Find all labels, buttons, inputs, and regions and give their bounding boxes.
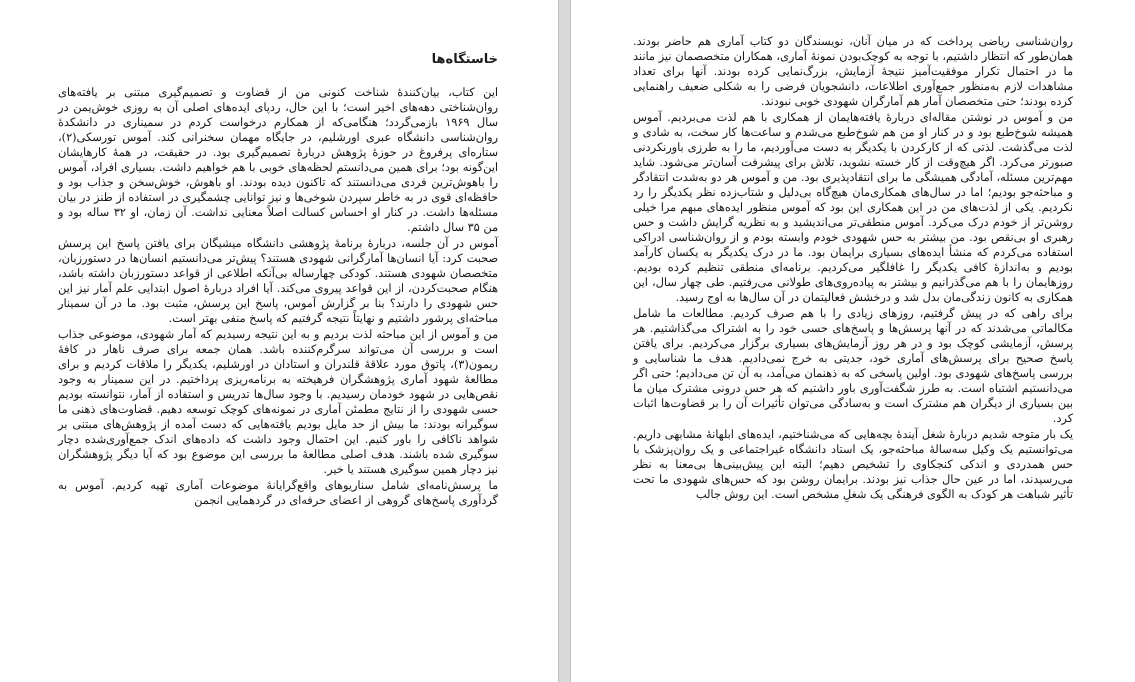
paragraph: من و آموس از این مباحثه لذت بردیم و به این نتیجه رسیدیم که آمار شهودی، موضوعی جذاب است و بررسی آن می‌تواند سرگرم‌کننده باشد. همان جمعه برای صرف ناهار در کافهٔ ریمون(۳)، پاتوق مورد علاقهٔ قلندران و استادان در اورشلیم، یکدیگر را ملاقات کردیم و برای مطالعهٔ شهود آماری پژوهشگران فرهیخته به برنامه‌ریزی پرداختیم. در این سمینار به وجود نقص‌هایی در شهود خودمان رسیدیم. با وجود سال‌ها تدریس و استفاده از آمار، نتوانسته بودیم حسی شهودی را از نتایج مطمئن آماری در نمونه‌های کوچک توسعه دهیم. قضاوت‌های ذهنی ما سوگیرانه بودند: ما بیش از حد مایل بودیم یافته‌هایی که دست آمده از پژوهش‌های مبتنی بر شواهد ناکافی را باور کنیم. این احتمال وجود داشت که داده‌های اندک جمع‌آوری‌شده دچار سوگیری شده باشند. هدف اصلی مطالعهٔ ما بررسی این موضوع بود که آیا دیگر پژوهشگران نیز دچار همین سوگیری هستند یا خیر. xyxy=(58,328,498,476)
paragraph: برای راهی که در پیش گرفتیم، روزهای زیادی را با هم صرف کردیم. مطالعات ما شامل مکالماتی می‌شدند که در آنها پرسش‌ها و پاسخ‌های حسی خود را به اشتراک می‌گذاشتیم. هر پرسش، آزمایشی کوچک بود و در هر روز آزمایش‌های بسیاری برگزار می‌کردیم. برای یافتن پاسخ صحیح برای پرسش‌های آماری خود، جدیتی به خرج نمی‌دادیم. هدف ما شناسایی و بررسی پاسخ‌های شهودی بود. اولین پاسخی که به ذهنمان می‌آمد، به آن تن می‌دادیم؛ حتی اگر می‌دانستیم اشتباه است. به طرز شگفت‌آوری باور داشتیم که هر حس درونی مشترک میان ما بین بسیاری از دیگران هم مشترک است و به‌سادگی می‌توان تأثیرات آن را بر قضاوت‌ها اثبات کرد. xyxy=(633,307,1073,425)
paragraph: ما پرسش‌نامه‌ای شامل سناریوهای واقع‌گرایانهٔ موضوعات آماری تهیه کردیم. آموس به گردآوری پاسخ‌های گروهی از اعضای حرفه‌ای در گردهمایی انجمن xyxy=(58,479,498,507)
left-page-content xyxy=(58,52,498,509)
page-gutter xyxy=(558,0,571,682)
paragraph: یک بار متوجه شدیم دربارهٔ شغل آیندهٔ بچه‌هایی که می‌شناختیم، ایده‌های ابلهانهٔ مشابهی داریم. می‌توانستیم یک وکیل سه‌سالهٔ مباحثه‌جو، یک استاد دانشگاه غیراجتماعی و یک روان‌پزشک با حس همدردی و اندکی کنجکاوی را تشخیص دهیم؛ البته این پیش‌بینی‌ها بی‌معنا به نظر می‌رسیدند، اما در عین حال جذاب نیز بودند. برایمان روشن بود که حس‌های شهودی ما تحت تأثیر شباهت هر کودک به الگوی فرهنگی یک شغلِ مشخص است. این روش جالب xyxy=(633,428,1073,501)
paragraph: روان‌شناسی ریاضی پرداخت که در میان آنان، نویسندگان دو کتاب آماری هم حاضر بودند. همان‌طور که انتظار داشتیم، با توجه به کوچک‌بودن نمونهٔ آماری، همکاران متخصصمان نیز مانند ما در احتمال تکرار موفقیت‌آمیز نتیجهٔ آزمایش، بزرگ‌نمایی کرده بودند. آنها برای تعداد مشاهدات لازم به‌منظور جمع‌آوری اطلاعات، دانشجویان فرضی را به شکلی ضعیف راهنمایی کرده بودند؛ حتی متخصصان آمار هم آمارگران شهودی خوبی نبودند. xyxy=(633,35,1073,108)
paragraph: من و آموس در نوشتن مقاله‌ای دربارهٔ یافته‌هایمان از همکاری با هم لذت می‌بردیم. آموس همیشه شوخ‌طبع بود و در کنار او من هم شوخ‌طبع می‌شدم و ساعت‌ها کار سخت، به شادی و لذت می‌گذشت. لذتی که از کارکردن با یکدیگر به دست می‌آوردیم، ما را به طرزی باورنکردنی صبورتر می‌کرد. اگر هیچ‌وقت از کار خسته نشوید، تلاش برای پیشرفت آسان‌تر می‌شود. شاید مهم‌ترین مسئله، آمادگی همیشگی ما برای انتقادپذیری بود. من و آموس هر دو به‌شدت انتقادگر و مباحثه‌جو بودیم؛ اما در سال‌های همکاری‌مان هیچ‌گاه بی‌دلیل و شتاب‌زده نظر یکدیگر را رد نکردیم. یکی از لذت‌های من در این همکاری این بود که آموس منظور ایده‌های مبهم مرا خیلی روشن‌تر از خودم درک می‌کرد. آموس منطقی‌تر می‌اندیشید و به نظریه گرایش داشت و حس رهبری او بی‌نقص بود. من بیشتر به حس شهودی خودم وابسته بودم و از روان‌شناسی ادراکی استفاده می‌کردم که منشأ ایده‌های بسیاری برایمان بود. ما در درک یکدیگر به یکسان کارآمد بودیم و به‌اندازهٔ کافی یکدیگر را غافلگیر می‌کردیم. برنامه‌ای منطقی تنظیم کرده بودیم. روزهایمان را با هم می‌گذرانیم و بیشتر به پیاده‌روی‌های طولانی می‌رفتیم. طی چهار سال، این همکاری به کانون زندگی‌مان بدل شد و درخشش فعالیتمان در آن سال‌ها به اوج رسید. xyxy=(633,111,1073,304)
right-page-content xyxy=(633,34,1073,503)
left-page xyxy=(0,0,558,682)
right-page xyxy=(571,0,1135,682)
paragraph: این کتاب، بیان‌کنندهٔ شناخت کنونی من از قضاوت و تصمیم‌گیری مبتنی بر یافته‌های روان‌شناختی دهه‌های اخیر است؛ با این حال، ردپای ایده‌های اصلی آن به روزی خوش‌یمن در سال ۱۹۶۹ بازمی‌گردد؛ هنگامی‌که از همکارم درخواست کردم در سمیناری در دانشکدهٔ روان‌شناسی دانشگاه عبری اورشلیم، در جایگاه مهمان سخنرانی کند. آموس تورسکی(۲)، ستاره‌ای پرفروغ در حوزهٔ پژوهش دربارهٔ تصمیم‌گیری بود. در حقیقت، در همهٔ کارهایشان این‌گونه بود؛ برای همین می‌دانستم لحظه‌های خوبی با هم خواهیم داشت. بسیاری افراد، آموس را باهوش‌ترین فردی می‌دانستند که تاکنون دیده بودند. او باهوش، خوش‌سخن و جذاب بود و حافظه‌ای قوی در به خاطر سپردن شوخی‌ها و نیز توانایی چشمگیری در استفاده از طنز در بیان مسئله‌ها داشت. در کنار او احساس کسالت اصلاً معنایی نداشت. آن زمان، او ۳۲ ساله بود و من ۳۵ سال داشتم. xyxy=(58,86,498,234)
paragraph: آموس در آن جلسه، دربارهٔ برنامهٔ پژوهشی دانشگاه میشیگان برای یافتن پاسخ این پرسش صحبت کرد: آیا انسان‌ها آمارگرانی شهودی هستند؟ پیش‌تر می‌دانستیم انسان‌ها در دستورزبان، متخصصان شهودی هستند. کودکی چهارساله بی‌آنکه اطلاعی از قواعد دستورزبان داشته باشد، هنگام صحبت‌کردن، از این قواعد پیروی می‌کند. آیا افراد دربارهٔ اصول ابتدایی علم آمار نیز این حس شهودی را دارند؟ بنا بر گزارش آموس، پاسخ این پرسش، مثبت بود. ما در آن سمینار مباحثه‌ای پرشور داشتیم و نهایتاً نتیجه گرفتیم که پاسخ منفی بهتر است. xyxy=(58,237,498,325)
chapter-heading: خاستگاه‌ها xyxy=(431,52,498,67)
